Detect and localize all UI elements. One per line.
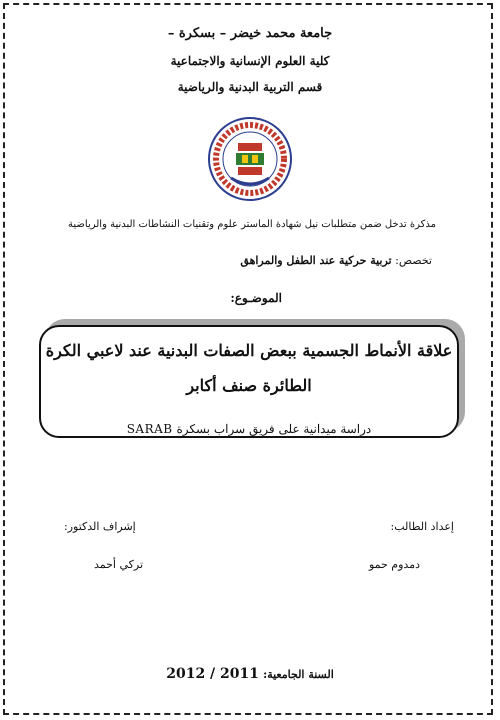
thesis-title-line-1: علاقة الأنماط الجسمية ببعض الصفات البدنية عند لاعبي الكرة bbox=[45, 341, 453, 360]
specialization-label: تخصص: bbox=[395, 254, 432, 267]
study-text: دراسة ميدانية على فريق سراب بسكرة bbox=[176, 422, 372, 436]
academic-year-label: السنة الجامعية: bbox=[263, 668, 334, 681]
prepared-by-label: إعداد الطالب: bbox=[390, 520, 454, 533]
specialization-value: تربية حركية عند الطفل والمراهق bbox=[240, 254, 392, 267]
academic-year bbox=[0, 666, 500, 682]
academic-year-value: 2012 / 2011 bbox=[166, 666, 260, 682]
student-name: دمدوم حمو bbox=[368, 558, 420, 571]
subject-label: الموضـوع: bbox=[230, 291, 282, 305]
study-team: SARAB bbox=[126, 422, 173, 436]
university-name: جامعة محمد خيضر – بسكرة – bbox=[167, 26, 333, 41]
supervisor-name: تركي أحمد bbox=[94, 558, 144, 571]
supervised-by-label: إشراف الدكتور: bbox=[64, 520, 136, 533]
thesis-title-line-2: الطائرة صنف أكابر bbox=[186, 376, 312, 395]
memo-line: مذكرة تدخل ضمن متطلبات نيل شهادة الماستر علوم وتقنيات النشاطات البدنية والرياضية bbox=[68, 219, 436, 230]
department-name: قسم التربية البدنية والرياضية bbox=[177, 80, 323, 94]
university-seal-icon bbox=[207, 116, 293, 202]
faculty-name: كلية العلوم الإنسانية والاجتماعية bbox=[170, 54, 330, 68]
specialization-line bbox=[32, 254, 432, 267]
study-description bbox=[39, 422, 459, 436]
